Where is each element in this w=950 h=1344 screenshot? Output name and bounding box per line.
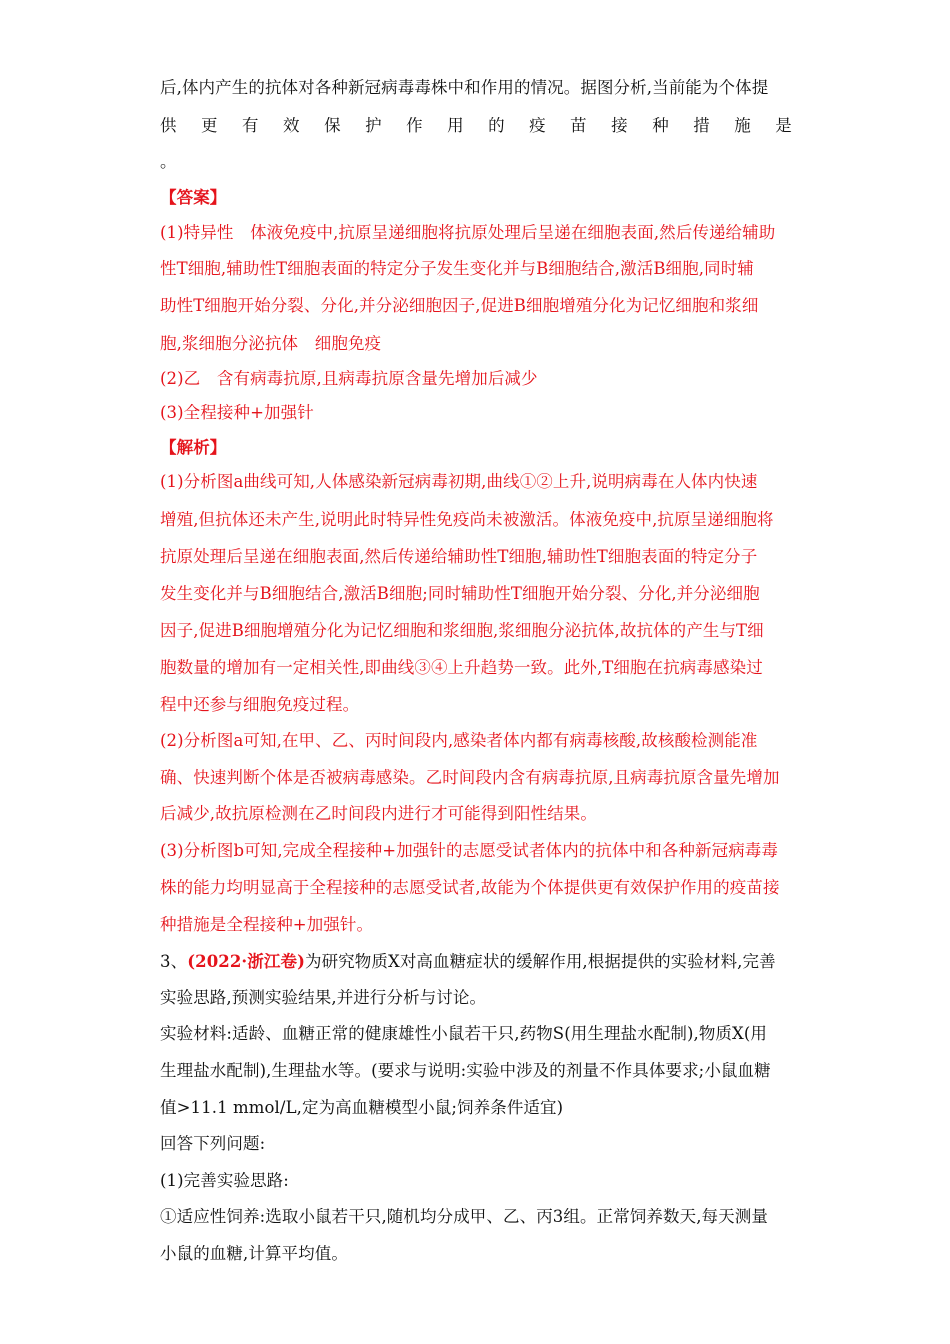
answer-line: (2)乙 含有病毒抗原,且病毒抗原含量先增加后减少	[160, 369, 538, 388]
question-3-line: 小鼠的血糖,计算平均值。	[160, 1244, 348, 1263]
char: 更	[201, 116, 218, 135]
question-text-line: 后,体内产生的抗体对各种新冠病毒毒株中和作用的情况。据图分析,当前能为个体提	[160, 78, 769, 97]
char: 保	[324, 116, 341, 135]
analysis-line: 抗原处理后呈递在细胞表面,然后传递给辅助性T细胞,辅助性T细胞表面的特定分子	[160, 547, 758, 566]
analysis-line: 因子,促进B细胞增殖分化为记忆细胞和浆细胞,浆细胞分泌抗体,故抗体的产生与T细	[160, 621, 764, 640]
analysis-line: (1)分析图a曲线可知,人体感染新冠病毒初期,曲线①②上升,说明病毒在人体内快速	[160, 472, 758, 491]
question-3-line: 回答下列问题:	[160, 1134, 266, 1153]
char: 接	[611, 116, 628, 135]
char: 供	[160, 116, 177, 135]
answer-heading: 【答案】	[160, 188, 227, 207]
question-number: 3、	[160, 952, 188, 971]
question-text-line-spaced	[160, 116, 792, 136]
answer-line: 胞,浆细胞分泌抗体 细胞免疫	[160, 334, 382, 353]
analysis-line: 后减少,故抗原检测在乙时间段内进行才可能得到阳性结果。	[160, 804, 597, 823]
analysis-line: (2)分析图a可知,在甲、乙、丙时间段内,感染者体内都有病毒核酸,故核酸检测能准	[160, 731, 758, 750]
char: 是	[775, 116, 792, 135]
analysis-line: 株的能力均明显高于全程接种的志愿受试者,故能为个体提供更有效保护作用的疫苗接	[160, 878, 780, 897]
analysis-line: 确、快速判断个体是否被病毒感染。乙时间段内含有病毒抗原,且病毒抗原含量先增加	[160, 768, 780, 787]
analysis-line: (3)分析图b可知,完成全程接种+加强针的志愿受试者体内的抗体中和各种新冠病毒毒	[160, 841, 779, 860]
question-3-line: 生理盐水配制),生理盐水等。(要求与说明:实验中涉及的剂量不作具体要求;小鼠血糖	[160, 1061, 771, 1080]
char: 措	[693, 116, 710, 135]
question-3-line: ①适应性饲养:选取小鼠若干只,随机均分成甲、乙、丙3组。正常饲养数天,每天测量	[160, 1207, 768, 1226]
char: 种	[652, 116, 669, 135]
analysis-heading: 【解析】	[160, 438, 227, 457]
question-3-line: 值>11.1 mmol/L,定为高血糖模型小鼠;饲养条件适宜)	[160, 1098, 564, 1117]
question-blank-end: 。	[160, 152, 177, 171]
analysis-line: 发生变化并与B细胞结合,激活B细胞;同时辅助性T细胞开始分裂、分化,并分泌细胞	[160, 584, 760, 603]
char: 作	[406, 116, 423, 135]
question-source: (2022·浙江卷)	[187, 952, 305, 971]
char: 的	[488, 116, 505, 135]
char: 有	[242, 116, 259, 135]
answer-line: 助性T细胞开始分裂、分化,并分泌细胞因子,促进B细胞增殖分化为记忆细胞和浆细	[160, 296, 759, 315]
question-intro-text: 为研究物质X对高血糖症状的缓解作用,根据提供的实验材料,完善	[304, 952, 776, 971]
analysis-line: 种措施是全程接种+加强针。	[160, 915, 374, 934]
question-3-line: 实验材料:适龄、血糖正常的健康雄性小鼠若干只,药物S(用生理盐水配制),物质X(用	[160, 1024, 768, 1043]
answer-line: (1)特异性 体液免疫中,抗原呈递细胞将抗原处理后呈递在细胞表面,然后传递给辅助	[160, 223, 776, 242]
analysis-line: 增殖,但抗体还未产生,说明此时特异性免疫尚未被激活。体液免疫中,抗原呈递细胞将	[160, 510, 774, 529]
char: 施	[734, 116, 751, 135]
answer-line: (3)全程接种+加强针	[160, 403, 314, 422]
char: 苗	[570, 116, 587, 135]
char: 护	[365, 116, 382, 135]
question-3-intro	[160, 952, 792, 972]
analysis-line: 程中还参与细胞免疫过程。	[160, 695, 360, 714]
answer-line: 性T细胞,辅助性T细胞表面的特定分子发生变化并与B细胞结合,激活B细胞,同时辅	[160, 259, 754, 278]
char: 疫	[529, 116, 546, 135]
question-3-line: 实验思路,预测实验结果,并进行分析与讨论。	[160, 988, 487, 1007]
char: 效	[283, 116, 300, 135]
analysis-line: 胞数量的增加有一定相关性,即曲线③④上升趋势一致。此外,T细胞在抗病毒感染过	[160, 658, 763, 677]
question-3-line: (1)完善实验思路:	[160, 1171, 289, 1190]
char: 用	[447, 116, 464, 135]
